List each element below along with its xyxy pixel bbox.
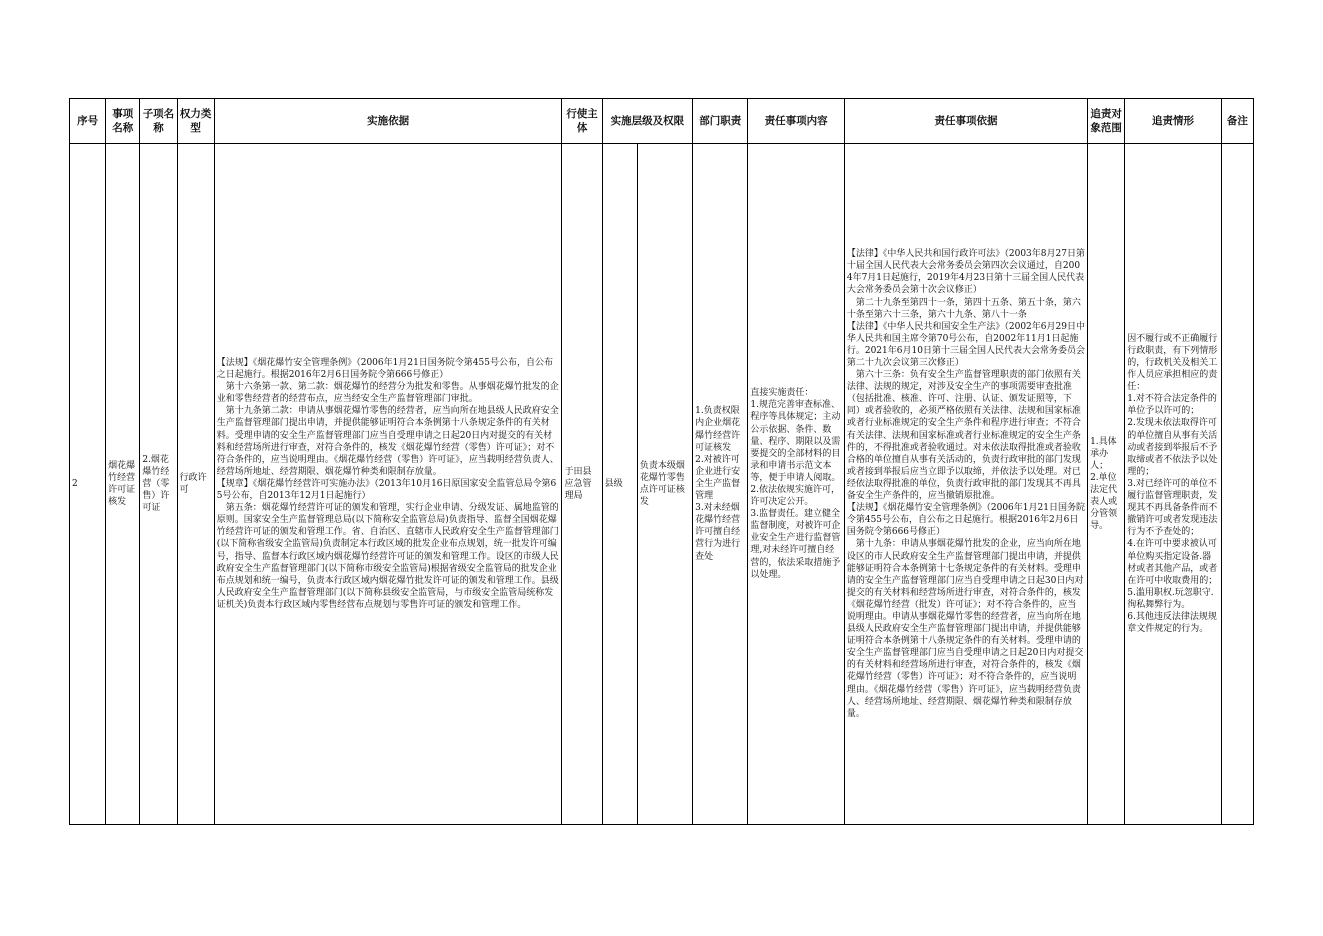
- header-duty: 部门职责: [693, 99, 748, 144]
- cell-resp-content: [748, 144, 844, 825]
- resp-basis-paragraph: 第六十三条：负有安全生产监督管理职责的部门依照有关法律、法规的规定，对涉及安全生产的事项需要审查批准（包括批准、核准、许可、注册、认证、颁发证照等，下同）或者验收的，必须严格依照有关法律、法规和国家标准或者行业标准规定的安全生产条件和程序进行审查；不符合有关法律、法规和国家标准或者行业标准规定的安全生产条件的，不得批准或者验收通过。对未依法取得批准或者验收合格的单位擅自从事有关活动的，负责行政审批的部门发现或者接到举报后应当立即予以取缔，并依法予以处理。对已经依法取得批准的单位，负责行政审批的部门发现其不再具备安全生产条件的，应当撤销原批准。: [846, 370, 1081, 502]
- duty-item: 1.负责权限内企业烟花爆竹经营许可证核发: [695, 406, 741, 453]
- resp-content-item: 3.监督责任。建立健全监督制度，对被许可企业安全生产进行监督管理,对未经许可擅自经营的，依法采取措施予以处理。: [750, 509, 841, 580]
- resp-basis-paragraph: 【法律】《中华人民共和国安全生产法》（2002年6月29日中华人民共和国主席令第70号公布，自2002年11月1日起施行。2021年6月10日第十三届全国人民代表大会常务委员会第二十九次会议第三次修正）: [846, 321, 1085, 369]
- header-remark: 备注: [1221, 99, 1253, 144]
- cell-item-name: 烟花爆竹经营许可证核发: [106, 144, 140, 825]
- accountable-item: 2.单位法定代表人或分管领导。: [1090, 472, 1118, 532]
- cell-accountable: [1088, 144, 1125, 825]
- cell-basis: [214, 144, 562, 825]
- cell-circumstances: [1125, 144, 1221, 825]
- cell-subject: 于田县应急管理局: [562, 144, 602, 825]
- resp-content-item: 直接实施责任：: [750, 388, 814, 399]
- resp-content-item: 2.依法依规实施许可，许可决定公开。: [750, 485, 840, 508]
- resp-basis-paragraph: 第十九条：申请从事烟花爆竹批发的企业，应当向所在地设区的市人民政府安全生产监督管理部门提出申请，并提供能够证明符合本条例第十七条规定条件的有关材料。受理申请的安全生产监督管理部门应当自受理申请之日起30日内对提交的有关材料和经营场所进行审查，对符合条件的，核发《烟花爆竹经营（批发）许可证》；对不符合条件的，应当说明理由。申请从事烟花爆竹零售的经营者，应当向所在地县级人民政府安全生产监督管理部门提出申请，并提供能够证明符合本条例第十八条规定条件的有关材料。受理申请的安全生产监督管理部门应当自受理申请之日起20日内对提交的有关材料和经营场所进行审查，对符合条件的，核发《烟花爆竹经营（零售）许可证》；对不符合条件的，应当说明理由。《烟花爆竹经营（零售）许可证》，应当载明经营负责人、经营场所地址、经营期限、烟花爆竹种类和限制存放量。: [846, 539, 1084, 719]
- accountable-item: 1.具体承办人；: [1090, 436, 1117, 471]
- header-item-name: 事项名称: [106, 99, 140, 144]
- cell-sub-item: 2.烟花爆竹经营（零售）许可证: [140, 144, 177, 825]
- cell-remark: [1221, 144, 1253, 825]
- header-power-type: 权力类型: [177, 99, 214, 144]
- basis-paragraph: 【规章】《烟花爆竹经营许可实施办法》（2013年10月16日原国家安全监管总局令第65号公布，自2013年12月1日起施行）: [216, 478, 557, 502]
- cell-resp-basis: [844, 144, 1087, 825]
- header-circumstances: 追责情形: [1125, 99, 1221, 144]
- circumstance-item: 因不履行或不正确履行行政职责，有下列情形的，行政机关及相关工作人员应承担相应的责任：: [1127, 333, 1218, 393]
- header-basis: 实施依据: [214, 99, 562, 144]
- power-list-table: [69, 98, 1254, 825]
- resp-content-item: 1.规范完善审查标准、程序等具体规定；主动公示依据、条件、数量、程序、期限以及需要提交的全部材料的目录和申请书示范文本等，便于申请人阅取。: [750, 400, 841, 483]
- circumstance-item: 4.在许可中要求被认可单位购买指定设备.器材或者其他产品，或者在许可中收取费用的；: [1127, 539, 1218, 586]
- basis-paragraph: 第十六条第一款、第二款：烟花爆竹的经营分为批发和零售。从事烟花爆竹批发的企业和零售经营者的经营布点，应当经安全生产监督管理部门审批。: [216, 382, 559, 405]
- header-level: 实施层级及权限: [602, 99, 692, 144]
- header-seq: 序号: [70, 99, 106, 144]
- header-resp-basis: 责任事项依据: [844, 99, 1087, 144]
- basis-paragraph: 【法规】《烟花爆竹安全管理条例》（2006年1月21日国务院令第455号公布，自公布之日起施行。根据2016年2月6日国务院令第666号修正）: [216, 358, 553, 381]
- cell-level-b: 负责本级烟花爆竹零售点许可证核发: [637, 144, 692, 825]
- circumstance-item: 1.对不符合法定条件的单位予以许可的；: [1127, 394, 1217, 417]
- resp-basis-paragraph: 第二十九条至第四十一条，第四十五条、第五十条，第六十条至第六十三条，第六十九条、第八十一条: [846, 297, 1081, 320]
- cell-power-type: 行政许可: [177, 144, 214, 825]
- circumstance-item: 3.对已经许可的单位不履行监督管理职责，发现其不再具备条件而不撤销许可或者发现违法行为不予查处的；: [1127, 478, 1218, 538]
- header-row: [70, 99, 1254, 144]
- resp-basis-paragraph: 【法律】《中华人民共和国行政许可法》（2003年8月27日第十届全国人民代表大会常务委员会第四次会议通过，自2004年7月1日起施行，2019年4月23日第十三届全国人民代表大会常务委员会第十次会议修正）: [846, 249, 1085, 296]
- resp-basis-paragraph: 【法规】《烟花爆竹安全管理条例》（2006年1月21日国务院令第455号公布，自公布之日起施行。根据2016年2月6日国务院令第666号修正）: [846, 503, 1085, 538]
- circumstance-item: 6.其他违反法律法规规章文件规定的行为。: [1127, 611, 1217, 635]
- circumstance-item: 2.发现未依法取得许可的单位擅自从事有关活动或者接到举报后不予取缔或者不依法予以处理的；: [1127, 418, 1218, 477]
- circumstance-item: 5.滥用职权.玩忽职守.徇私舞弊行为。: [1127, 587, 1214, 610]
- cell-level-a: 县级: [602, 144, 637, 825]
- header-resp-content: 责任事项内容: [748, 99, 844, 144]
- header-sub-item: 子项名称: [140, 99, 177, 144]
- basis-paragraph: 第五条：烟花爆竹经营许可证的颁发和管理，实行企业申请、分级发证、属地监管的原则。国家安全生产监督管理总局(以下简称安全监管总局)负责指导、监督全国烟花爆竹经营许可证的颁发和管理工作。省、自治区、直辖市人民政府安全生产监督管理部门(以下简称省级安全监管局)负责制定本行政区域的批发企业布点规划，统一批发许可编号，指导、监督本行政区域内烟花爆竹经营许可证的颁发和管理工作。设区的市级人民政府安全生产监督管理部门(以下简称市级安全监管局)根据省级安全监管局的批发企业布点规划和统一编号，负责本行政区域内烟花爆竹批发许可证的颁发和管理工作。县级人民政府安全生产监督管理部门(以下简称县级安全监管局，与市级安全监管局统称发证机关)负责本行政区域内零售经营布点规划与零售许可证的颁发和管理工作。: [216, 503, 559, 610]
- basis-paragraph: 第十九条第二款：申请从事烟花爆竹零售的经营者，应当向所在地县级人民政府安全生产监督管理部门提出申请，并提供能够证明符合本条例第十八条规定条件的有关材料。受理申请的安全生产监督管理部门应当自受理申请之日起20日内对提交的有关材料和经营场所进行审查，对符合条件的，核发《烟花爆竹经营（零售）许可证》；对不符合条件的，应当说明理由。《烟花爆竹经营（零售）许可证》，应当载明经营负责人、经营场所地址、经营期限、烟花爆竹种类和限制存放量。: [216, 406, 559, 477]
- header-subject: 行使主体: [562, 99, 602, 144]
- header-accountable: 追责对象范围: [1088, 99, 1125, 144]
- cell-duty: [693, 144, 748, 825]
- table-row: [70, 144, 1254, 825]
- duty-item: 2.对被许可企业进行安全生产监督管理: [695, 454, 741, 502]
- duty-item: 3.对未经烟花爆竹经营许可擅自经营行为进行查处: [695, 503, 741, 562]
- cell-seq: 2: [70, 144, 106, 825]
